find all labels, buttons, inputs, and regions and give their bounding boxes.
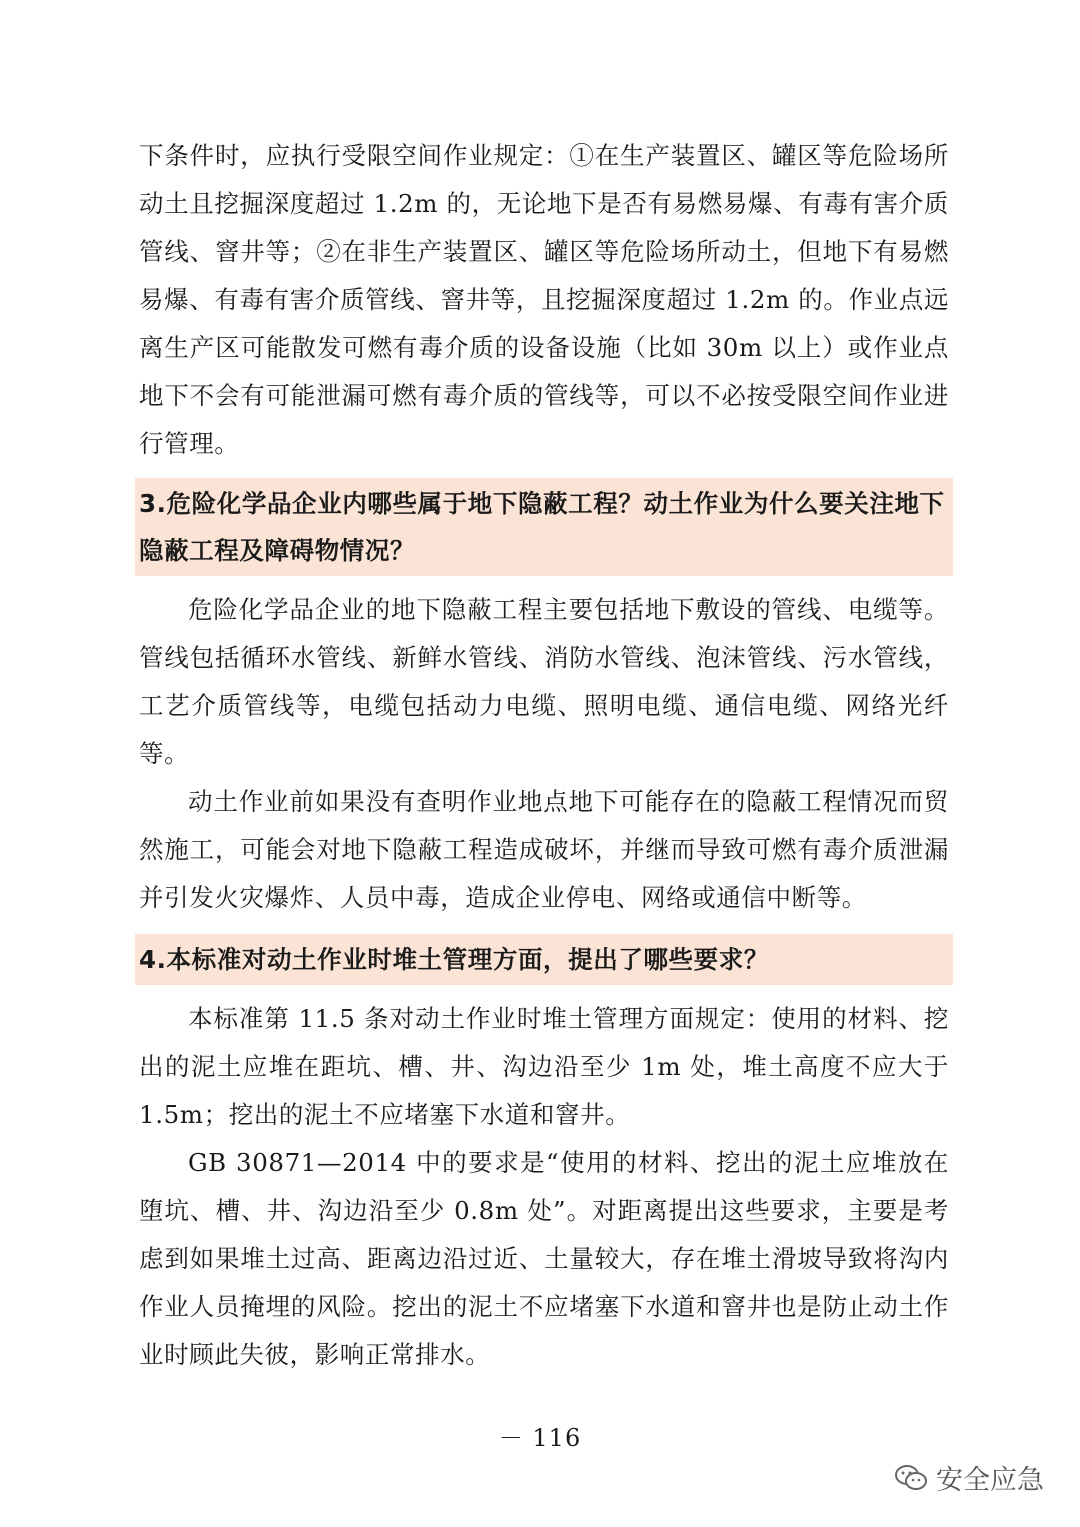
- watermark: [894, 1458, 1044, 1497]
- page-number: － 116: [498, 1424, 582, 1452]
- page-content: [139, 132, 949, 1379]
- paragraph-continued: 下条件时，应执行受限空间作业规定：①在生产装置区、罐区等危险场所动土且挖掘深度超过 1.2m 的，无论地下是否有易燃易爆、有毒有害介质管线、窨井等；②在非生产装置区、罐区等危险场所动土，但地下有易燃易爆、有毒有害介质管线、窨井等，且挖掘深度超过 1.2m 的。作业点远离生产区可能散发可燃有毒介质的设备设施（比如 30m 以上）或作业点地下不会有可能泄漏可燃有毒介质的管线等，可以不必按受限空间作业进行管理。: [139, 141, 949, 458]
- watermark-text: 安全应急: [936, 1465, 1044, 1496]
- section-4-paragraph-2: GB 30871—2014 中的要求是“使用的材料、挖出的泥土应堆放在堕坑、槽、井、沟边沿至少 0.8m 处”。对距离提出这些要求，主要是考虑到如果堆土过高、距离边沿过近、土量较大，存在堆土滑坡导致将沟内作业人员掩埋的风险。挖出的泥土不应堵塞下水道和窨井也是防止动土作业时顾此失彼，影响正常排水。: [139, 1148, 949, 1369]
- section-4-heading: 4.本标准对动土作业时堆土管理方面，提出了哪些要求？: [135, 934, 953, 985]
- wechat-icon: [894, 1464, 928, 1492]
- section-3-heading: 3.危险化学品企业内哪些属于地下隐蔽工程？动土作业为什么要关注地下隐蔽工程及障碍物情况？: [135, 478, 953, 576]
- section-4-paragraph-1: 本标准第 11.5 条对动土作业时堆土管理方面规定：使用的材料、挖出的泥土应堆在距坑、槽、井、沟边沿至少 1m 处，堆土高度不应大于 1.5m；挖出的泥土不应堵塞下水道和窨井。: [139, 1004, 949, 1129]
- section-3-paragraph-1: 危险化学品企业的地下隐蔽工程主要包括地下敷设的管线、电缆等。管线包括循环水管线、新鲜水管线、消防水管线、泡沫管线、污水管线，工艺介质管线等，电缆包括动力电缆、照明电缆、通信电缆、网络光纤等。: [139, 595, 949, 768]
- section-3-paragraph-2: 动土作业前如果没有查明作业地点地下可能存在的隐蔽工程情况而贸然施工，可能会对地下隐蔽工程造成破坏，并继而导致可燃有毒介质泄漏并引发火灾爆炸、人员中毒，造成企业停电、网络或通信中断等。: [139, 787, 949, 912]
